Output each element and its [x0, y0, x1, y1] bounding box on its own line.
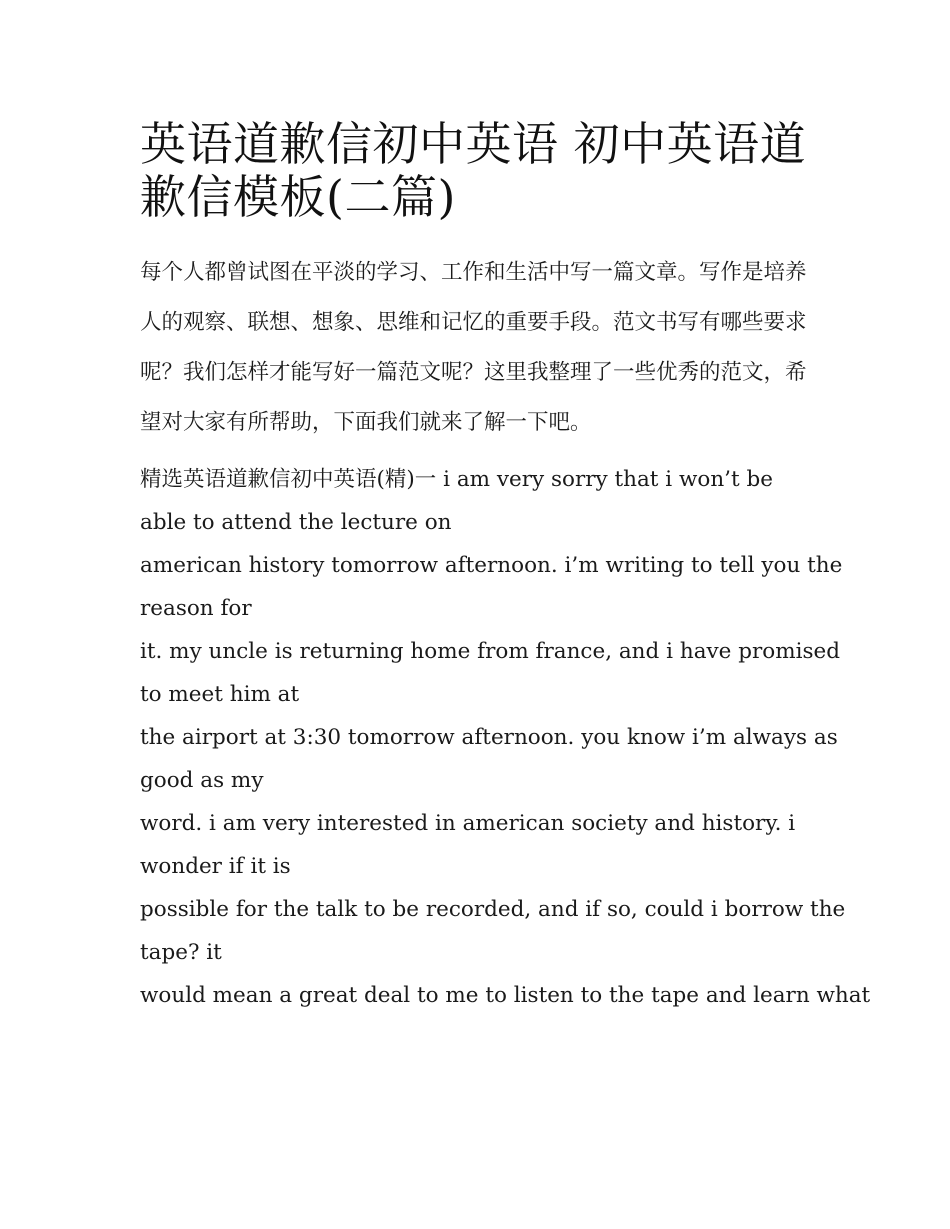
- letter-line: possible for the talk to be recorded, and if so, could i borrow the: [140, 897, 846, 922]
- letter-line: tape? it: [140, 940, 222, 965]
- letter-line: the airport at 3:30 tomorrow afternoon. you know i’m always as: [140, 725, 838, 750]
- letter-line: able to attend the lecture on: [140, 510, 452, 535]
- letter-line: to meet him at: [140, 682, 300, 707]
- letter-line: wonder if it is: [140, 854, 291, 879]
- letter-line: reason for: [140, 596, 252, 621]
- letter-body: [140, 458, 871, 1017]
- letter-line: 精选英语道歉信初中英语(精)一 i am very sorry that i won’t be: [140, 467, 773, 492]
- document-title: 英语道歉信初中英语 初中英语道歉信模板(二篇): [140, 117, 807, 224]
- letter-line: it. my uncle is returning home from france, and i have promised: [140, 639, 840, 664]
- letter-line: good as my: [140, 768, 264, 793]
- intro-paragraph: 每个人都曾试图在平淡的学习、工作和生活中写一篇文章。写作是培养人的观察、联想、想象、思维和记忆的重要手段。范文书写有哪些要求呢？我们怎样才能写好一篇范文呢？这里我整理了一些优秀的范文，希望对大家有所帮助，下面我们就来了解一下吧。: [140, 260, 807, 435]
- document-page: [140, 117, 871, 1017]
- letter-line: word. i am very interested in american society and history. i: [140, 811, 796, 836]
- letter-line: would mean a great deal to me to listen to the tape and learn what: [140, 983, 871, 1008]
- letter-line: american history tomorrow afternoon. i’m writing to tell you the: [140, 553, 843, 578]
